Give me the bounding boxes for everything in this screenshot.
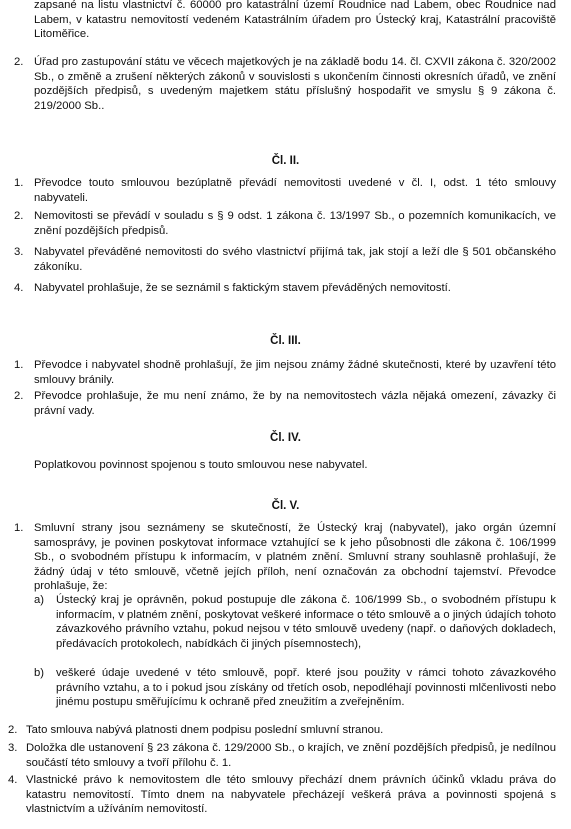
article5-item1-text: Smluvní strany jsou seznámeny se skutečností, že Ústecký kraj (nabyvatel), jako orgán územní samosprávy, je povinen poskytovat informace vztahující se k jeho působnosti dle zákona č. 106/1999 Sb., o svobodném přístupu k informacím, v platném znění. Smluvní strany souhlasně prohlašují, že žádný údaj v této smlouvě, včetně jejích příloh, není označován za obchodní tajemství. Převodce prohlašuje, že: (34, 522, 556, 593)
article4-heading: Čl. IV. (270, 432, 301, 444)
article5-heading: Čl. V. (271, 500, 300, 512)
article5-item2-text: Tato smlouva nabývá platnosti dnem podpisu poslední smluvní stranou. (26, 724, 384, 736)
item-number: 2. (14, 210, 24, 222)
article1-item1-continuation: zapsané na listu vlastnictví č. 60000 pro katastrální území Roudnice nad Labem, obec Roudnice nad Labem, v katastru nemovitostí vedeném Katastrálním úřadem pro Ústecký kraj, Katastrální pracoviště Litoměřice. (34, 0, 556, 41)
article3-item1-text: Převodce i nabyvatel shodně prohlašují, že jim nejsou známy žádné skutečnosti, které by uzavření této smlouvy bránily. (34, 359, 556, 386)
item-number: 4. (8, 774, 18, 786)
item-number: 3. (14, 246, 24, 258)
article2-item2-text: Nemovitosti se převádí v souladu s § 9 odst. 1 zákona č. 13/1997 Sb., o pozemních komunikacích, ve znění pozdějších předpisů. (34, 210, 556, 237)
item-number: 1. (14, 522, 24, 534)
article3-heading: Čl. III. (270, 335, 301, 347)
article3-item2-text: Převodce prohlašuje, že mu není známo, že by na nemovitostech vázla nějaká omezení, závazky či právní vady. (34, 390, 556, 417)
sub-item-letter: b) (34, 667, 45, 679)
article2-item3-text: Nabyvatel převáděné nemovitosti do svého vlastnictví přijímá tak, jak stojí a leží dle § 501 občanského zákoníku. (34, 246, 556, 273)
item-number: 2. (14, 56, 24, 68)
article5-item3-text: Doložka dle ustanovení § 23 zákona č. 129/2000 Sb., o krajích, ve znění pozdějších předpisů, je nedílnou součástí této smlouvy a tvoří přílohu č. 1. (26, 742, 556, 769)
item-number: 4. (14, 282, 24, 294)
item-number: 2. (8, 724, 18, 736)
article1-item2-text: Úřad pro zastupování státu ve věcech majetkových je na základě bodu 14. čl. CXVII zákona č. 320/2002 Sb., o změně a zrušení některých zákonů v souvislosti s ukončením činnosti okresních úřadů, ve znění pozdějších předpisů, s uvedeným majetkem státu příslušný hospodařit ve smyslu § 9 zákona č. 219/2000 Sb.. (34, 56, 556, 112)
article5-item4-text: Vlastnické právo k nemovitostem dle této smlouvy přechází dnem právních účinků vkladu práva do katastru nemovitostí. Tímto dnem na nabyvatele přecházejí veškerá práva a povinnosti spojená s vlastnictvím a užíváním nemovitostí. (26, 774, 556, 816)
article2-heading: Čl. II. (271, 155, 300, 167)
item-number: 3. (8, 742, 18, 754)
item-number: 1. (14, 359, 24, 371)
article5-item1-sub-b-text: veškeré údaje uvedené v této smlouvě, popř. které jsou použity v rámci tohoto závazkového právního vztahu, a to i pokud jsou získány od třetích osob, nepodléhají povinnosti mlčenlivosti nebo jinému postupu směřujícímu k ochraně před zneužitím a zveřejněním. (56, 667, 556, 709)
article4-text: Poplatkovou povinnost spojenou s touto smlouvou nese nabyvatel. (34, 459, 368, 471)
item-number: 1. (14, 177, 24, 189)
article5-item1-sub-a-text: Ústecký kraj je oprávněn, pokud postupuje dle zákona č. 106/1999 Sb., o svobodném přístupu k informacím, v platném znění, poskytovat veškeré informace o této smlouvě a o jiných údajích tohoto závazkového právního vztahu, pokud nejsou v této smlouvě uvedeny (např. o daňových dokladech, předávacích protokolech, nabídkách či jiných písemnostech), (56, 594, 556, 650)
article2-item1-text: Převodce touto smlouvou bezúplatně převádí nemovitosti uvedené v čl. I, odst. 1 této smlouvy nabyvateli. (34, 177, 556, 204)
item-number: 2. (14, 390, 24, 402)
sub-item-letter: a) (34, 594, 45, 606)
article2-item4-text: Nabyvatel prohlašuje, že se seznámil s faktickým stavem převáděných nemovitostí. (34, 282, 451, 294)
